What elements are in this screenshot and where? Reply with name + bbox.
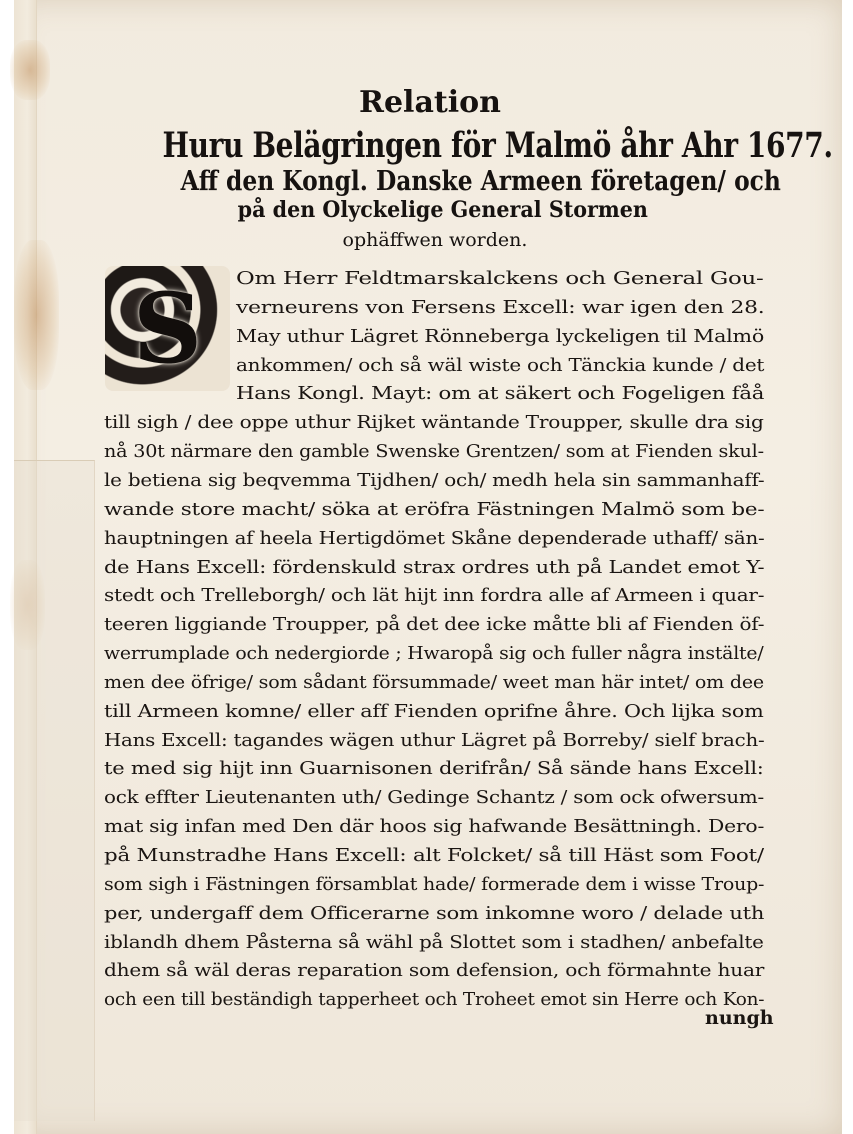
- body-line: te med sig hijt inn Guarnisonen derifrån/ Så sände hans Excell:: [104, 758, 764, 780]
- initial-letter: S: [132, 272, 203, 385]
- body-line: Hans Excell: tagandes wägen uthur Lägret på Borreby/ sielf brach-: [104, 729, 765, 751]
- body-line: werrumplade och nedergiorde ; Hwaropå sig och fuller några instälte/: [104, 643, 764, 665]
- body-line: som sigh i Fästningen församblat hade/ formerade dem i wisse Troup-: [104, 873, 765, 895]
- subtitle-line-2: på den Olyckelige General Stormen: [237, 197, 648, 223]
- body-line: till sigh / dee oppe uthur Rijket wäntande Troupper, skulle dra sig: [104, 412, 764, 434]
- decorated-initial: [105, 266, 230, 391]
- body-line: på Munstradhe Hans Excell: alt Folcket/ så till Häst som Foot/: [104, 845, 764, 866]
- body-line: hauptningen af heela Hertigdömet Skåne dependerade uthaff/ sän-: [104, 527, 765, 549]
- body-line: May uthur Lägret Rönneberga lyckeligen til Malmö: [236, 325, 765, 347]
- body-line: iblandh dhem Påsterna så wähl på Slottet som i stadhen/ anbefalte: [104, 931, 764, 953]
- body-line: teeren liggiande Troupper, på det dee icke måtte bli af Fienden öf-: [104, 614, 765, 636]
- subtitle-line-3: ophäffwen worden.: [342, 229, 528, 251]
- body-line: le betiena sig beqvemma Tijdhen/ och/ medh hela sin sammanhaff-: [104, 469, 765, 491]
- stain-mark: [10, 40, 50, 100]
- main-title: Huru Belägringen för Malmö åhr Ahr 1677.: [162, 125, 833, 166]
- body-line: de Hans Excell: fördenskuld strax ordres uth på Landet emot Y-: [104, 556, 765, 578]
- catchword: nungh: [705, 1007, 774, 1029]
- body-line: men dee öfrige/ som sådant försummade/ weet man här intet/ om dee: [104, 671, 764, 693]
- stain-mark: [14, 240, 59, 390]
- body-line: nå 30t närmare den gamble Swenske Grentzen/ som at Fienden skul-: [104, 441, 764, 463]
- body-line: mat sig infan med Den där hoos sig hafwande Besättningh. Dero-: [104, 816, 765, 838]
- body-line: stedt och Trelleborgh/ och lät hijt inn fordra alle af Armeen i quar-: [104, 585, 765, 607]
- body-line: verneurens von Fersens Excell: war igen den 28.: [236, 296, 765, 318]
- body-line: wande store macht/ söka at eröfra Fästningen Malmö som be-: [104, 498, 765, 520]
- body-line: till Armeen komne/ eller aff Fienden oprifne åhre. Och lijka som: [104, 700, 764, 722]
- subtitle-line-1: Aff den Kongl. Danske Armeen företagen/ och: [180, 166, 781, 197]
- page-fold: [14, 460, 95, 1121]
- body-line: och een till beständigh tapperheet och Troheet emot sin Herre och Kon-: [104, 989, 765, 1011]
- body-line: ankommen/ och så wäl wiste och Tänckia kunde / det: [236, 354, 765, 376]
- relation-heading: Relation: [359, 85, 501, 120]
- body-line: Hans Kongl. Mayt: om at säkert och Fogeligen fåå: [236, 383, 765, 405]
- body-line: per, undergaff dem Officerarne som inkomne woro / delade uth: [104, 902, 765, 924]
- body-line: Om Herr Feldtmarskalckens och General Gou-: [236, 268, 764, 289]
- body-line: dhem så wäl deras reparation som defension, och förmahnte huar: [104, 960, 765, 982]
- body-line: ock effter Lieutenanten uth/ Gedinge Schantz / som ock ofwersum-: [104, 787, 764, 809]
